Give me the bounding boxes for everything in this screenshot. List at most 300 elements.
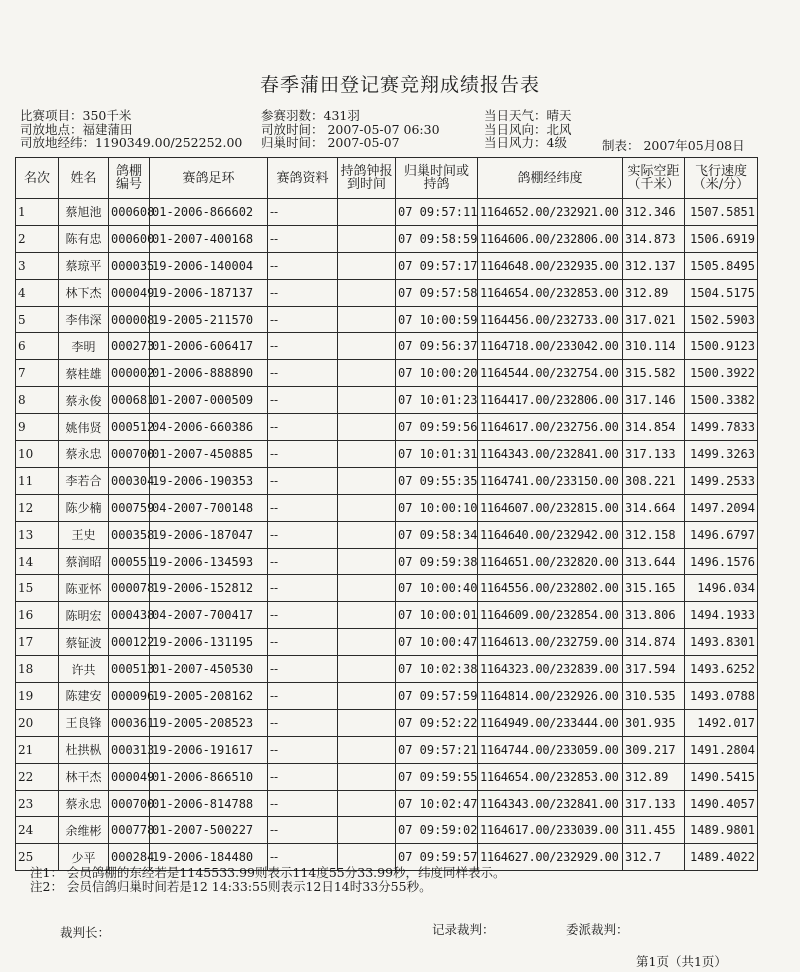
ring-number-cell: 19-2006-134593 xyxy=(150,548,268,575)
speed-cell: 1493.6252 xyxy=(685,656,758,683)
speed-cell: 1500.3382 xyxy=(685,387,758,414)
distance-cell: 313.806 xyxy=(623,602,685,629)
arrival-time-cell: 07 09:58:34 xyxy=(396,521,478,548)
name-cell: 蔡润昭 xyxy=(59,548,109,575)
speed-cell: 1496.6797 xyxy=(685,521,758,548)
pigeon-info-cell: -- xyxy=(268,817,338,844)
table-row xyxy=(16,548,758,575)
table-row xyxy=(16,441,758,468)
table-row xyxy=(16,521,758,548)
speed-cell: 1500.3922 xyxy=(685,360,758,387)
header-loft: 鸽棚编号 xyxy=(109,158,150,199)
pigeon-info-cell: -- xyxy=(268,844,338,871)
loft-coords-cell: 1164323.00/232839.00 xyxy=(478,656,623,683)
distance-cell: 314.664 xyxy=(623,494,685,521)
arrival-time-cell: 07 10:00:20 xyxy=(396,360,478,387)
speed-cell: 1490.5415 xyxy=(685,763,758,790)
distance-cell: 317.021 xyxy=(623,306,685,333)
clock-report-cell xyxy=(338,225,396,252)
name-cell: 蔡钲波 xyxy=(59,629,109,656)
ring-number-cell: 01-2006-606417 xyxy=(150,333,268,360)
pigeon-info-cell: -- xyxy=(268,736,338,763)
arrival-time-cell: 07 09:52:22 xyxy=(396,709,478,736)
header-dist: 实际空距（千米） xyxy=(623,158,685,199)
speed-cell: 1493.0788 xyxy=(685,683,758,710)
loft-id-cell: 000008 xyxy=(109,306,150,333)
loft-id-cell: 000304 xyxy=(109,467,150,494)
footnote-2: 注2： 会员信鸽归巢时间若是12 14:33:55则表示12日14时33分55秒。 xyxy=(30,879,432,894)
rank-cell: 9 xyxy=(16,414,59,441)
clock-report-cell xyxy=(338,575,396,602)
loft-id-cell: 000049 xyxy=(109,279,150,306)
ring-number-cell: 19-2005-208523 xyxy=(150,709,268,736)
ring-number-cell: 19-2006-190353 xyxy=(150,467,268,494)
return-time: 归巢时间： 2007-05-07 xyxy=(261,135,400,150)
table-row xyxy=(16,709,758,736)
distance-cell: 314.854 xyxy=(623,414,685,441)
table-row xyxy=(16,333,758,360)
ring-number-cell: 19-2006-184480 xyxy=(150,844,268,871)
release-place: 司放地点：福建蒲田 xyxy=(20,121,133,137)
ring-number-cell: 19-2006-191617 xyxy=(150,736,268,763)
speed-cell: 1499.3263 xyxy=(685,441,758,468)
ring-number-cell: 01-2007-400168 xyxy=(150,225,268,252)
report-date: 制表： 2007年05月08日 xyxy=(602,138,745,153)
clock-report-cell xyxy=(338,790,396,817)
pigeon-info-cell: -- xyxy=(268,763,338,790)
loft-id-cell: 000438 xyxy=(109,602,150,629)
rank-cell: 10 xyxy=(16,441,59,468)
distance-cell: 312.7 xyxy=(623,844,685,871)
loft-id-cell: 000681 xyxy=(109,387,150,414)
loft-id-cell: 000273 xyxy=(109,333,150,360)
pigeon-info-cell: -- xyxy=(268,656,338,683)
clock-report-cell xyxy=(338,306,396,333)
rank-cell: 13 xyxy=(16,521,59,548)
loft-coords-cell: 1164651.00/232820.00 xyxy=(478,548,623,575)
loft-id-cell: 000002 xyxy=(109,360,150,387)
header-clock: 持鸽钟报到时间 xyxy=(338,158,396,199)
table-row xyxy=(16,763,758,790)
distance-cell: 314.873 xyxy=(623,225,685,252)
clock-report-cell xyxy=(338,521,396,548)
table-row xyxy=(16,467,758,494)
loft-coords-cell: 1164617.00/232756.00 xyxy=(478,414,623,441)
ring-number-cell: 19-2006-140004 xyxy=(150,252,268,279)
speed-cell: 1497.2094 xyxy=(685,494,758,521)
speed-cell: 1494.1933 xyxy=(685,602,758,629)
loft-coords-cell: 1164648.00/232935.00 xyxy=(478,252,623,279)
entries-count: 参赛羽数：431羽 xyxy=(261,108,360,123)
ring-number-cell: 01-2007-450530 xyxy=(150,656,268,683)
release-time: 司放时间： 2007-05-07 06:30 xyxy=(261,121,440,137)
clock-report-cell xyxy=(338,709,396,736)
ring-number-cell: 04-2007-700148 xyxy=(150,494,268,521)
speed-cell: 1490.4057 xyxy=(685,790,758,817)
loft-id-cell: 000700 xyxy=(109,790,150,817)
pigeon-info-cell: -- xyxy=(268,575,338,602)
name-cell: 蔡永俊 xyxy=(59,387,109,414)
speed-cell: 1505.8495 xyxy=(685,252,758,279)
rank-cell: 2 xyxy=(16,225,59,252)
clock-report-cell xyxy=(338,414,396,441)
rank-cell: 19 xyxy=(16,683,59,710)
report-title: 春季蒲田登记赛竞翔成绩报告表 xyxy=(259,74,540,96)
arrival-time-cell: 07 09:57:11 xyxy=(396,199,478,226)
loft-id-cell: 000513 xyxy=(109,656,150,683)
pigeon-info-cell: -- xyxy=(268,683,338,710)
table-body xyxy=(16,199,758,871)
ring-number-cell: 19-2006-187047 xyxy=(150,521,268,548)
ring-number-cell: 01-2006-814788 xyxy=(150,790,268,817)
distance-cell: 315.165 xyxy=(623,575,685,602)
weather: 当日天气：晴天 xyxy=(484,108,572,123)
loft-coords-cell: 1164617.00/233039.00 xyxy=(478,817,623,844)
name-cell: 李伟深 xyxy=(59,306,109,333)
rank-cell: 11 xyxy=(16,467,59,494)
loft-id-cell: 000284 xyxy=(109,844,150,871)
table-row xyxy=(16,575,758,602)
ring-number-cell: 01-2007-500227 xyxy=(150,817,268,844)
arrival-time-cell: 07 10:02:47 xyxy=(396,790,478,817)
loft-coords-cell: 1164652.00/232921.00 xyxy=(478,199,623,226)
distance-cell: 312.137 xyxy=(623,252,685,279)
ring-number-cell: 19-2006-131195 xyxy=(150,629,268,656)
speed-cell: 1496.1576 xyxy=(685,548,758,575)
distance-cell: 312.89 xyxy=(623,279,685,306)
distance-cell: 310.535 xyxy=(623,683,685,710)
speed-cell: 1507.5851 xyxy=(685,199,758,226)
ring-number-cell: 04-2007-700417 xyxy=(150,602,268,629)
name-cell: 李若合 xyxy=(59,467,109,494)
header-name: 姓名 xyxy=(59,158,109,199)
arrival-time-cell: 07 10:00:47 xyxy=(396,629,478,656)
meta-column-race xyxy=(20,109,242,150)
name-cell: 林干杰 xyxy=(59,763,109,790)
loft-id-cell: 000035 xyxy=(109,252,150,279)
pigeon-info-cell: -- xyxy=(268,521,338,548)
ring-number-cell: 19-2006-152812 xyxy=(150,575,268,602)
rank-cell: 3 xyxy=(16,252,59,279)
loft-id-cell: 000358 xyxy=(109,521,150,548)
arrival-time-cell: 07 10:00:01 xyxy=(396,602,478,629)
name-cell: 许共 xyxy=(59,656,109,683)
loft-coords-cell: 1164718.00/233042.00 xyxy=(478,333,623,360)
loft-coords-cell: 1164544.00/232754.00 xyxy=(478,360,623,387)
clock-report-cell xyxy=(338,252,396,279)
ring-number-cell: 01-2007-000509 xyxy=(150,387,268,414)
footnote-1: 注1： 会员鸽棚的东经若是1145533.99则表示114度55分33.99秒，纬度同样表示。 xyxy=(30,865,506,880)
clock-report-cell xyxy=(338,494,396,521)
rank-cell: 5 xyxy=(16,306,59,333)
pigeon-info-cell: -- xyxy=(268,252,338,279)
table-row xyxy=(16,279,758,306)
distance-cell: 313.644 xyxy=(623,548,685,575)
speed-cell: 1491.2804 xyxy=(685,736,758,763)
table-row xyxy=(16,199,758,226)
loft-coords-cell: 1164627.00/232929.00 xyxy=(478,844,623,871)
distance-cell: 312.346 xyxy=(623,199,685,226)
name-cell: 王史 xyxy=(59,521,109,548)
ring-number-cell: 19-2005-211570 xyxy=(150,306,268,333)
table-row xyxy=(16,360,758,387)
clock-report-cell xyxy=(338,441,396,468)
speed-cell: 1502.5903 xyxy=(685,306,758,333)
arrival-time-cell: 07 10:00:40 xyxy=(396,575,478,602)
arrival-time-cell: 07 09:59:56 xyxy=(396,414,478,441)
table-header-row xyxy=(16,158,758,199)
distance-cell: 314.874 xyxy=(623,629,685,656)
speed-cell: 1506.6919 xyxy=(685,225,758,252)
speed-cell: 1489.4022 xyxy=(685,844,758,871)
pigeon-info-cell: -- xyxy=(268,360,338,387)
distance-cell: 317.133 xyxy=(623,441,685,468)
loft-id-cell: 000078 xyxy=(109,575,150,602)
clock-report-cell xyxy=(338,333,396,360)
arrival-time-cell: 07 09:57:58 xyxy=(396,279,478,306)
name-cell: 陈有忠 xyxy=(59,225,109,252)
rank-cell: 16 xyxy=(16,602,59,629)
distance-cell: 317.133 xyxy=(623,790,685,817)
rank-cell: 22 xyxy=(16,763,59,790)
distance-cell: 317.146 xyxy=(623,387,685,414)
distance-cell: 301.935 xyxy=(623,709,685,736)
arrival-time-cell: 07 10:01:23 xyxy=(396,387,478,414)
table-row xyxy=(16,306,758,333)
loft-id-cell: 000122 xyxy=(109,629,150,656)
speed-cell: 1499.7833 xyxy=(685,414,758,441)
loft-coords-cell: 1164343.00/232841.00 xyxy=(478,790,623,817)
footnotes xyxy=(30,866,506,894)
meta-column-times xyxy=(261,109,440,150)
speed-cell: 1489.9801 xyxy=(685,817,758,844)
header-info: 赛鸽资料 xyxy=(268,158,338,199)
pigeon-info-cell: -- xyxy=(268,548,338,575)
rank-cell: 20 xyxy=(16,709,59,736)
ring-number-cell: 04-2006-660386 xyxy=(150,414,268,441)
arrival-time-cell: 07 10:00:10 xyxy=(396,494,478,521)
chief-judge-label: 裁判长： xyxy=(60,925,111,940)
name-cell: 杜拱枞 xyxy=(59,736,109,763)
speed-cell: 1504.5175 xyxy=(685,279,758,306)
pigeon-info-cell: -- xyxy=(268,709,338,736)
speed-cell: 1493.8301 xyxy=(685,629,758,656)
speed-cell: 1500.9123 xyxy=(685,333,758,360)
clock-report-cell xyxy=(338,467,396,494)
loft-coords-cell: 1164556.00/232802.00 xyxy=(478,575,623,602)
wind-direction: 当日风向：北风 xyxy=(484,121,572,137)
pigeon-info-cell: -- xyxy=(268,387,338,414)
name-cell: 陈亚怀 xyxy=(59,575,109,602)
clock-report-cell xyxy=(338,602,396,629)
pigeon-info-cell: -- xyxy=(268,333,338,360)
clock-report-cell xyxy=(338,817,396,844)
loft-id-cell: 000778 xyxy=(109,817,150,844)
distance-cell: 315.582 xyxy=(623,360,685,387)
name-cell: 陈建安 xyxy=(59,683,109,710)
results-table xyxy=(15,157,758,871)
clock-report-cell xyxy=(338,629,396,656)
table-row xyxy=(16,414,758,441)
pigeon-info-cell: -- xyxy=(268,306,338,333)
ring-number-cell: 19-2005-208162 xyxy=(150,683,268,710)
rank-cell: 21 xyxy=(16,736,59,763)
loft-coords-cell: 1164744.00/233059.00 xyxy=(478,736,623,763)
distance-cell: 309.217 xyxy=(623,736,685,763)
pigeon-info-cell: -- xyxy=(268,441,338,468)
rank-cell: 23 xyxy=(16,790,59,817)
header-rank: 名次 xyxy=(16,158,59,199)
arrival-time-cell: 07 09:59:38 xyxy=(396,548,478,575)
pigeon-info-cell: -- xyxy=(268,494,338,521)
loft-coords-cell: 1164613.00/232759.00 xyxy=(478,629,623,656)
rank-cell: 15 xyxy=(16,575,59,602)
loft-id-cell: 000608 xyxy=(109,199,150,226)
name-cell: 蔡旭池 xyxy=(59,199,109,226)
appointed-judge-label: 委派裁判： xyxy=(566,922,629,937)
pigeon-info-cell: -- xyxy=(268,629,338,656)
pigeon-info-cell: -- xyxy=(268,467,338,494)
table-row xyxy=(16,656,758,683)
rank-cell: 7 xyxy=(16,360,59,387)
loft-coords-cell: 1164949.00/233444.00 xyxy=(478,709,623,736)
arrival-time-cell: 07 09:56:37 xyxy=(396,333,478,360)
page-number: 第1页（共1页） xyxy=(636,954,727,969)
loft-coords-cell: 1164640.00/232942.00 xyxy=(478,521,623,548)
distance-cell: 312.89 xyxy=(623,763,685,790)
table-row xyxy=(16,494,758,521)
arrival-time-cell: 07 09:59:55 xyxy=(396,763,478,790)
header-ring: 赛鸽足环 xyxy=(150,158,268,199)
rank-cell: 25 xyxy=(16,844,59,871)
ring-number-cell: 01-2006-888890 xyxy=(150,360,268,387)
rank-cell: 18 xyxy=(16,656,59,683)
pigeon-info-cell: -- xyxy=(268,225,338,252)
ring-number-cell: 01-2007-450885 xyxy=(150,441,268,468)
speed-cell: 1496.034 xyxy=(685,575,758,602)
name-cell: 蔡永忠 xyxy=(59,790,109,817)
loft-coords-cell: 1164609.00/232854.00 xyxy=(478,602,623,629)
clock-report-cell xyxy=(338,387,396,414)
header-coord: 鸽棚经纬度 xyxy=(478,158,623,199)
arrival-time-cell: 07 10:00:59 xyxy=(396,306,478,333)
rank-cell: 4 xyxy=(16,279,59,306)
pigeon-info-cell: -- xyxy=(268,790,338,817)
name-cell: 姚伟贤 xyxy=(59,414,109,441)
clock-report-cell xyxy=(338,683,396,710)
arrival-time-cell: 07 09:55:35 xyxy=(396,467,478,494)
loft-id-cell: 000700 xyxy=(109,441,150,468)
name-cell: 陈明宏 xyxy=(59,602,109,629)
name-cell: 陈少楠 xyxy=(59,494,109,521)
loft-id-cell: 000096 xyxy=(109,683,150,710)
speed-cell: 1492.017 xyxy=(685,709,758,736)
loft-coords-cell: 1164607.00/232815.00 xyxy=(478,494,623,521)
loft-coords-cell: 1164606.00/232806.00 xyxy=(478,225,623,252)
table-row xyxy=(16,736,758,763)
arrival-time-cell: 07 09:59:57 xyxy=(396,844,478,871)
ring-number-cell: 01-2006-866510 xyxy=(150,763,268,790)
clock-report-cell xyxy=(338,548,396,575)
loft-id-cell: 000759 xyxy=(109,494,150,521)
table-row xyxy=(16,817,758,844)
table-row xyxy=(16,683,758,710)
loft-id-cell: 000600 xyxy=(109,225,150,252)
wind-force: 当日风力：4级 xyxy=(484,135,567,150)
record-judge-label: 记录裁判： xyxy=(432,922,495,937)
meta-column-weather xyxy=(484,109,572,150)
rank-cell: 1 xyxy=(16,199,59,226)
name-cell: 蔡永忠 xyxy=(59,441,109,468)
arrival-time-cell: 07 09:57:21 xyxy=(396,736,478,763)
pigeon-info-cell: -- xyxy=(268,279,338,306)
arrival-time-cell: 07 10:02:38 xyxy=(396,656,478,683)
release-coords: 司放地经纬：1190349.00/252252.00 xyxy=(20,135,243,150)
distance-cell: 312.158 xyxy=(623,521,685,548)
clock-report-cell xyxy=(338,199,396,226)
loft-id-cell: 000512 xyxy=(109,414,150,441)
header-speed: 飞行速度（米/分） xyxy=(685,158,758,199)
arrival-time-cell: 07 09:59:02 xyxy=(396,817,478,844)
rank-cell: 14 xyxy=(16,548,59,575)
loft-coords-cell: 1164456.00/232733.00 xyxy=(478,306,623,333)
clock-report-cell xyxy=(338,656,396,683)
speed-cell: 1499.2533 xyxy=(685,467,758,494)
header-arrival: 归巢时间或持鸽 xyxy=(396,158,478,199)
table-row xyxy=(16,387,758,414)
name-cell: 少平 xyxy=(59,844,109,871)
loft-coords-cell: 1164417.00/232806.00 xyxy=(478,387,623,414)
table-row xyxy=(16,629,758,656)
clock-report-cell xyxy=(338,763,396,790)
clock-report-cell xyxy=(338,279,396,306)
distance-cell: 308.221 xyxy=(623,467,685,494)
loft-id-cell: 000361 xyxy=(109,709,150,736)
loft-coords-cell: 1164814.00/232926.00 xyxy=(478,683,623,710)
arrival-time-cell: 07 10:01:31 xyxy=(396,441,478,468)
loft-coords-cell: 1164343.00/232841.00 xyxy=(478,441,623,468)
name-cell: 王良锋 xyxy=(59,709,109,736)
pigeon-info-cell: -- xyxy=(268,199,338,226)
rank-cell: 17 xyxy=(16,629,59,656)
loft-id-cell: 000551 xyxy=(109,548,150,575)
table-row xyxy=(16,602,758,629)
clock-report-cell xyxy=(338,360,396,387)
race-item: 比赛项目：350千米 xyxy=(20,108,132,123)
rank-cell: 8 xyxy=(16,387,59,414)
loft-id-cell: 000313 xyxy=(109,736,150,763)
loft-coords-cell: 1164741.00/233150.00 xyxy=(478,467,623,494)
table-row xyxy=(16,225,758,252)
ring-number-cell: 19-2006-187137 xyxy=(150,279,268,306)
name-cell: 蔡琼平 xyxy=(59,252,109,279)
name-cell: 林下杰 xyxy=(59,279,109,306)
rank-cell: 6 xyxy=(16,333,59,360)
pigeon-info-cell: -- xyxy=(268,602,338,629)
arrival-time-cell: 07 09:57:17 xyxy=(396,252,478,279)
arrival-time-cell: 07 09:58:59 xyxy=(396,225,478,252)
distance-cell: 317.594 xyxy=(623,656,685,683)
distance-cell: 311.455 xyxy=(623,817,685,844)
arrival-time-cell: 07 09:57:59 xyxy=(396,683,478,710)
loft-coords-cell: 1164654.00/232853.00 xyxy=(478,763,623,790)
pigeon-info-cell: -- xyxy=(268,414,338,441)
rank-cell: 12 xyxy=(16,494,59,521)
loft-coords-cell: 1164654.00/232853.00 xyxy=(478,279,623,306)
rank-cell: 24 xyxy=(16,817,59,844)
clock-report-cell xyxy=(338,736,396,763)
table-row xyxy=(16,790,758,817)
